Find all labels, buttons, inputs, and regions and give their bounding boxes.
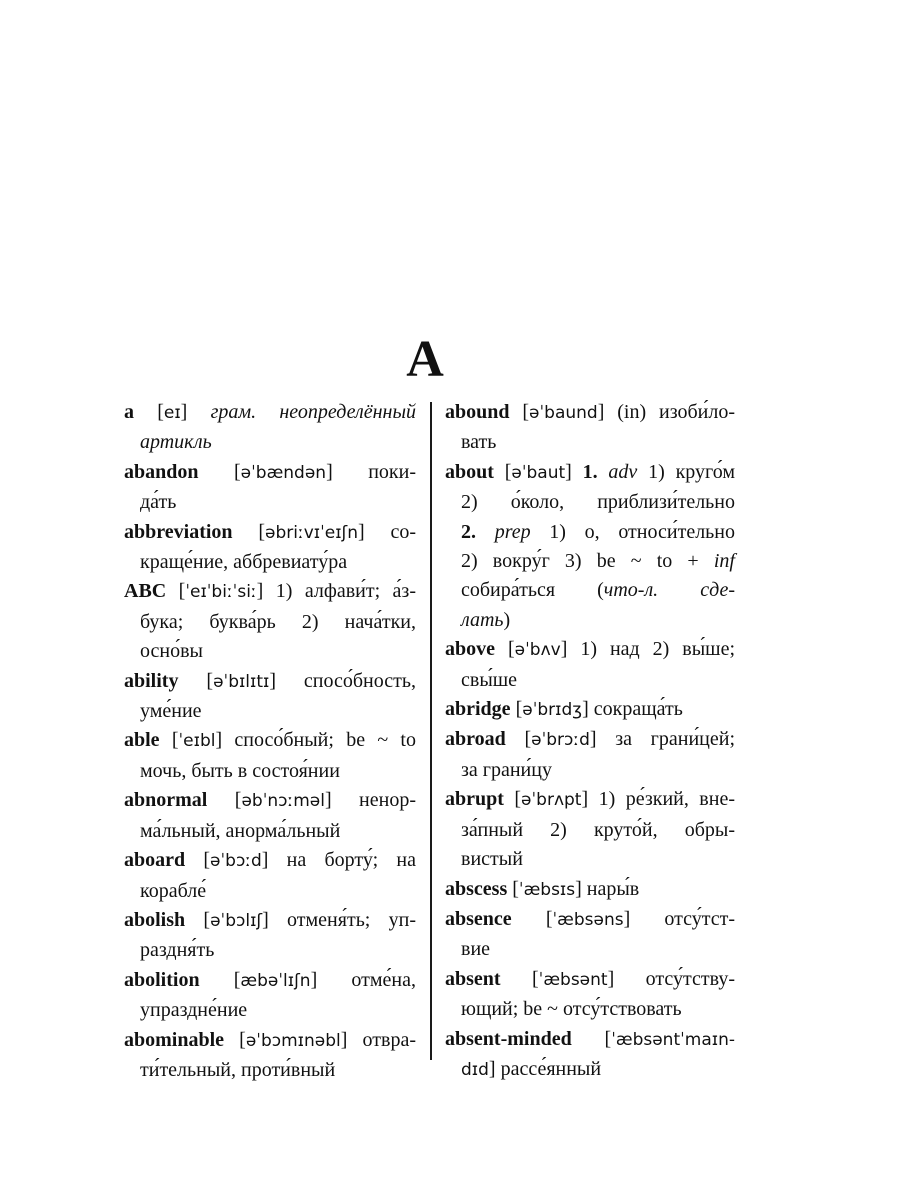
entry-headword: aboard xyxy=(124,849,186,872)
entry-text: 2) вокру́г 3) be ~ to + xyxy=(461,550,714,573)
entry-headword: abridge xyxy=(445,698,511,721)
entry-text: 1) о, относи́тельно xyxy=(530,520,735,543)
entry-line-first xyxy=(124,1026,416,1056)
entry-text: мочь, быть в состоя́нии xyxy=(140,759,340,782)
entry-headword: abominable xyxy=(124,1028,225,1051)
entry-text: вистый xyxy=(461,848,523,871)
entry-text: ] на борту́; на xyxy=(261,849,416,872)
entry-text: ] 1) ре́зкий, вне- xyxy=(581,788,735,811)
entry-text: ] рассе́янный xyxy=(488,1057,602,1080)
entry-headword: absent xyxy=(445,967,501,990)
dictionary-entry xyxy=(124,726,416,786)
entry-text: уме́ние xyxy=(140,700,202,723)
entry-text: вать xyxy=(461,431,497,454)
entry-text: краще́ние, аббревиату́ра xyxy=(140,551,348,574)
entry-sense-number: 2. xyxy=(461,520,476,543)
entry-text: ма́льный, анорма́льный xyxy=(140,819,341,842)
entry-line-first xyxy=(124,906,416,936)
dictionary-entry xyxy=(445,905,735,965)
dictionary-entry xyxy=(445,635,735,695)
entry-line-continuation xyxy=(124,697,416,726)
entry-transcription: əˈbʌv xyxy=(514,640,561,661)
entry-text: ] отменя́ть; уп- xyxy=(262,908,416,931)
entry-text: [ xyxy=(198,460,241,483)
entry-transcription: ˈeɪbl xyxy=(178,731,216,752)
entry-label-italic: inf xyxy=(713,550,735,573)
entry-headword: abscess xyxy=(445,877,508,900)
entry-text: свы́ше xyxy=(461,668,518,691)
entry-transcription: ˈæbsɪs xyxy=(518,879,576,900)
section-letter: A xyxy=(406,331,444,388)
entry-transcription: əˈbɔmɪnəbl xyxy=(245,1030,341,1051)
entry-text: ] xyxy=(180,401,211,423)
entry-line-continuation xyxy=(124,488,416,517)
entry-line-continuation xyxy=(124,877,416,906)
entry-text: собира́ться ( xyxy=(461,579,604,602)
entry-line-first xyxy=(445,785,735,815)
entry-headword: abbreviation xyxy=(124,520,233,543)
dictionary-entry xyxy=(445,1025,735,1086)
entry-line-continuation xyxy=(445,1055,735,1085)
entry-transcription: əˈbɪlɪtɪ xyxy=(213,671,270,692)
dictionary-entry xyxy=(124,1026,416,1086)
entry-text: [ xyxy=(232,520,265,543)
entry-line-first xyxy=(124,786,416,816)
entry-text xyxy=(476,521,495,543)
entry-headword: ABC xyxy=(124,580,167,603)
entry-line-continuation xyxy=(445,576,735,605)
entry-transcription: ˈæbsəns xyxy=(552,909,624,930)
dictionary-entry xyxy=(445,695,735,725)
entry-text: ] сокраща́ть xyxy=(582,698,683,721)
entry-text: [ xyxy=(511,907,553,930)
entry-text: за́пный 2) круто́й, обры- xyxy=(461,818,735,841)
entry-transcription: əbˈnɔːməl xyxy=(241,791,325,812)
entry-label-italic: что-л. сде- xyxy=(603,579,736,602)
entry-line-first xyxy=(445,905,735,935)
entry-line-first xyxy=(124,966,416,996)
entry-text: [ xyxy=(207,789,242,812)
entry-transcription: əˈbaut xyxy=(511,462,566,483)
dictionary-entry xyxy=(445,965,735,1025)
entry-headword: absence xyxy=(445,907,512,930)
entry-text: ющий; be ~ отсу́тствовать xyxy=(461,998,682,1021)
entry-text: осно́вы xyxy=(140,640,203,663)
entry-headword: about xyxy=(445,460,494,483)
entry-line-continuation xyxy=(124,548,416,577)
entry-transcription: dɪd xyxy=(461,1059,489,1080)
entry-line-first xyxy=(445,1025,735,1055)
entry-text: [ xyxy=(571,1027,612,1050)
entry-line-first xyxy=(124,846,416,876)
entry-line-first xyxy=(445,398,735,428)
entry-headword: abolition xyxy=(124,968,200,991)
entry-line-continuation xyxy=(445,666,735,695)
entry-text: ] отвра- xyxy=(340,1028,416,1051)
entry-line-first xyxy=(124,577,416,607)
entry-text xyxy=(598,461,609,483)
dictionary-entry xyxy=(124,577,416,666)
entry-text: бука; буква́рь 2) нача́тки, xyxy=(140,610,416,633)
entry-line-first xyxy=(124,458,416,488)
entry-text: ] ненор- xyxy=(324,789,416,812)
entry-headword: abnormal xyxy=(124,789,208,812)
entry-text: ] со- xyxy=(358,520,416,543)
entry-transcription: ˈæbsənt xyxy=(538,969,608,990)
entry-line-continuation xyxy=(124,757,416,786)
entry-text: ] поки- xyxy=(326,460,416,483)
entry-text: [ xyxy=(500,967,539,990)
entry-text: [ xyxy=(185,849,211,872)
entry-line-continuation xyxy=(124,817,416,846)
dictionary-entry xyxy=(445,875,735,905)
entry-transcription: ˈæbsəntˈmaɪn- xyxy=(611,1029,735,1050)
entry-text: [ xyxy=(199,968,241,991)
entry-line-continuation xyxy=(445,428,735,457)
entry-label-italic: артикль xyxy=(140,431,212,454)
entry-transcription: əˈbɔlɪʃ xyxy=(210,910,263,931)
right-column xyxy=(445,398,735,1085)
entry-headword: abandon xyxy=(124,460,199,483)
entry-line-first xyxy=(445,965,735,995)
dictionary-entry xyxy=(445,398,735,458)
entry-transcription: əˈbrʌpt xyxy=(521,790,582,811)
dictionary-entry xyxy=(124,398,416,458)
entry-headword: a xyxy=(124,401,134,423)
dictionary-entry xyxy=(124,518,416,578)
entry-line-continuation xyxy=(124,936,416,965)
dictionary-entry xyxy=(124,906,416,966)
entry-line-first xyxy=(124,518,416,548)
entry-text: ] отсу́тст- xyxy=(623,907,735,930)
entry-text: раздня́ть xyxy=(140,939,215,962)
entry-line-continuation xyxy=(445,488,735,517)
entry-text: [ xyxy=(503,788,522,811)
entry-line-first xyxy=(445,458,735,488)
entry-text: [ xyxy=(185,908,211,931)
entry-headword: above xyxy=(445,638,495,661)
entry-text: [ xyxy=(166,580,186,603)
entry-text: ти́тельный, проти́вный xyxy=(140,1058,336,1081)
entry-text: ] нары́в xyxy=(575,877,640,900)
entry-headword: abroad xyxy=(445,728,506,751)
entry-line-continuation xyxy=(124,996,416,1025)
entry-text: 1) круго́м xyxy=(637,460,735,483)
entry-text: за грани́цу xyxy=(461,758,552,781)
entry-line-first xyxy=(445,875,735,905)
entry-line-first xyxy=(445,695,735,725)
entry-text: [ xyxy=(224,1028,246,1051)
entry-text: [ xyxy=(178,669,214,692)
dictionary-entry xyxy=(124,966,416,1026)
dictionary-entry xyxy=(445,785,735,874)
entry-label-italic: prep xyxy=(494,520,531,543)
dictionary-entry xyxy=(124,667,416,727)
entry-line-continuation xyxy=(445,845,735,874)
entry-transcription: əˈbɔːd xyxy=(210,851,262,872)
entry-text: упраздне́ние xyxy=(140,999,248,1022)
entry-line-first xyxy=(445,725,735,755)
entry-line-first xyxy=(124,398,416,428)
entry-sense-number: 1. xyxy=(582,460,598,483)
entry-text: ] за грани́цей; xyxy=(589,728,735,751)
dictionary-entry xyxy=(124,846,416,906)
column-divider xyxy=(430,402,432,1060)
entry-text: ) xyxy=(503,608,511,631)
entry-line-continuation xyxy=(445,606,735,635)
entry-headword: abrupt xyxy=(445,788,504,811)
entry-text: ] xyxy=(565,460,583,483)
entry-transcription: əˈbaund xyxy=(529,403,598,423)
entry-text: [ xyxy=(495,638,515,661)
entry-line-continuation xyxy=(445,756,735,785)
entry-transcription: əˈbændən xyxy=(240,462,327,483)
dictionary-entry xyxy=(124,458,416,518)
entry-transcription: əˈbrɔːd xyxy=(531,730,590,751)
entry-transcription: eɪ xyxy=(163,403,181,423)
entry-headword: abolish xyxy=(124,908,186,931)
entry-text: ] спосо́бность, xyxy=(269,669,416,692)
entry-line-continuation xyxy=(445,518,735,547)
entry-line-continuation xyxy=(445,816,735,845)
entry-text: [ xyxy=(510,698,523,721)
entry-text: ] отме́на, xyxy=(310,968,416,991)
entry-text: ] спосо́бный; be ~ to xyxy=(215,729,416,752)
entry-transcription: ˈeɪˈbiːˈsiː xyxy=(185,582,257,603)
entry-headword: absent-minded xyxy=(445,1027,572,1050)
entry-headword: abound xyxy=(445,401,510,423)
entry-transcription: æbəˈlɪʃn xyxy=(240,970,311,991)
entry-label-italic: грам. неопределённый xyxy=(210,401,416,423)
entry-line-continuation xyxy=(124,637,416,666)
entry-line-continuation xyxy=(124,1056,416,1085)
entry-line-first xyxy=(445,635,735,665)
entry-text: [ xyxy=(509,401,530,423)
entry-headword: able xyxy=(124,729,160,752)
entry-transcription: əˈbrɪdʒ xyxy=(522,700,583,721)
entry-line-continuation xyxy=(445,547,735,576)
entry-line-first xyxy=(124,667,416,697)
entry-text: корабле́ xyxy=(140,879,207,902)
entry-text: вие xyxy=(461,938,491,961)
entry-line-continuation xyxy=(124,428,416,457)
left-column xyxy=(124,398,416,1085)
entry-text: [ xyxy=(505,728,532,751)
entry-label-italic: adv xyxy=(608,460,638,483)
entry-text: 2) о́коло, приблизи́тельно xyxy=(461,491,735,514)
entry-text: да́ть xyxy=(140,491,177,514)
dictionary-entry xyxy=(124,786,416,846)
entry-text: ] 1) над 2) вы́ше; xyxy=(560,638,736,661)
dictionary-entry xyxy=(445,725,735,785)
entry-text: ] (in) изоби́ло- xyxy=(597,401,735,423)
entry-text: [ xyxy=(493,460,512,483)
entry-label-italic: лать xyxy=(461,608,504,631)
entry-text: [ xyxy=(507,877,519,900)
entry-line-first xyxy=(124,726,416,756)
entry-headword: ability xyxy=(124,669,179,692)
entry-line-continuation xyxy=(124,608,416,637)
entry-line-continuation xyxy=(445,935,735,964)
entry-text: ] 1) алфави́т; а́з- xyxy=(256,580,416,603)
entry-text: [ xyxy=(134,401,164,423)
entry-transcription: əbriːvɪˈeɪʃn xyxy=(265,522,359,543)
entry-text: [ xyxy=(159,729,179,752)
entry-line-continuation xyxy=(445,995,735,1024)
dictionary-entry xyxy=(445,458,735,635)
entry-text: ] отсу́тству- xyxy=(607,967,735,990)
